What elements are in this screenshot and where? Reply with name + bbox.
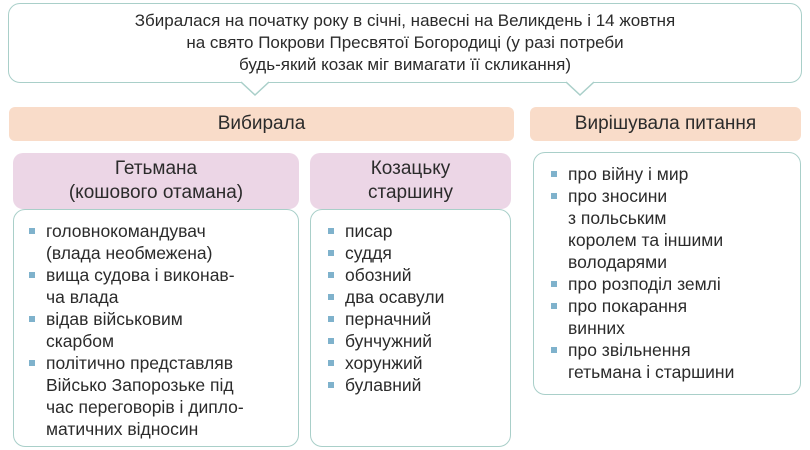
list-item-text: про покарання	[568, 296, 688, 316]
list-item: два осавули	[325, 286, 504, 308]
list-item: хорунжий	[325, 352, 504, 374]
list-item-text: про розподіл землі	[568, 274, 721, 294]
list-item: обозний	[325, 264, 504, 286]
list-item	[26, 352, 292, 440]
hetman-title-line-1: Гетьмана	[114, 158, 198, 179]
list-item	[548, 163, 794, 185]
convening-text-line-2: на свято Покрови Пресвятої Богородиці (у разі потреби	[186, 33, 624, 52]
convening-text-line-1: Збиралася на початку року в січні, навесні на Великдень і 14 жовтня	[134, 11, 676, 30]
starshyna-title-line-2: старшину	[368, 182, 453, 203]
list-item	[26, 264, 292, 308]
starshyna-title-line-1: Козацьку	[370, 158, 451, 179]
decided-bar: Вирішувала питання	[530, 107, 801, 141]
list-item	[548, 339, 794, 383]
starshyna-header	[310, 153, 511, 209]
list-item: булавний	[325, 374, 504, 396]
list-item: бунчужний	[325, 330, 504, 352]
issues-list	[548, 163, 794, 383]
list-item-text: володарями	[568, 252, 667, 272]
list-item-text: Військо Запорозьке під	[46, 375, 234, 395]
list-item-text: гетьмана і старшини	[568, 362, 735, 382]
starshyna-ranks-list	[325, 220, 504, 396]
list-item-text: королем та іншими	[568, 230, 724, 250]
list-item-text: (влада необмежена)	[46, 243, 213, 263]
list-item	[548, 185, 794, 273]
list-item-text: час переговорів і дипло-	[46, 397, 244, 417]
list-item-text: про звільнення	[568, 340, 691, 360]
starshyna-ranks-box	[310, 209, 511, 447]
list-item: писар	[325, 220, 504, 242]
list-item: суддя	[325, 242, 504, 264]
issues-box	[533, 152, 801, 395]
list-item-text: вища судова і виконав-	[46, 265, 235, 285]
list-item	[26, 220, 292, 264]
convening-text-line-3: будь-який козак міг вимагати її скликання)	[239, 55, 571, 74]
hetman-duties-box	[13, 209, 299, 447]
list-item	[548, 295, 794, 339]
hetman-duties-list	[26, 220, 292, 440]
list-item: перначний	[325, 308, 504, 330]
list-item-text: скарбом	[46, 331, 115, 351]
list-item-text: ча влада	[46, 287, 119, 307]
list-item-text: про зносини	[568, 186, 668, 206]
chevron-down-icon	[240, 81, 270, 97]
list-item-text: про війну і мир	[568, 164, 689, 184]
list-item	[26, 308, 292, 352]
list-item-text: відав військовим	[46, 309, 183, 329]
list-item-text: політично представляв	[46, 353, 234, 373]
list-item	[548, 273, 794, 295]
list-item-text: з польським	[568, 208, 667, 228]
elected-bar: Вибирала	[9, 107, 514, 141]
chevron-down-icon	[565, 81, 595, 97]
hetman-title-line-2: (кошового отамана)	[68, 182, 244, 203]
list-item-text: матичних відносин	[46, 419, 199, 439]
rada-convening-box	[8, 3, 802, 83]
hetman-header	[13, 153, 299, 209]
list-item-text: головнокомандувач	[46, 221, 206, 241]
list-item-text: винних	[568, 318, 625, 338]
